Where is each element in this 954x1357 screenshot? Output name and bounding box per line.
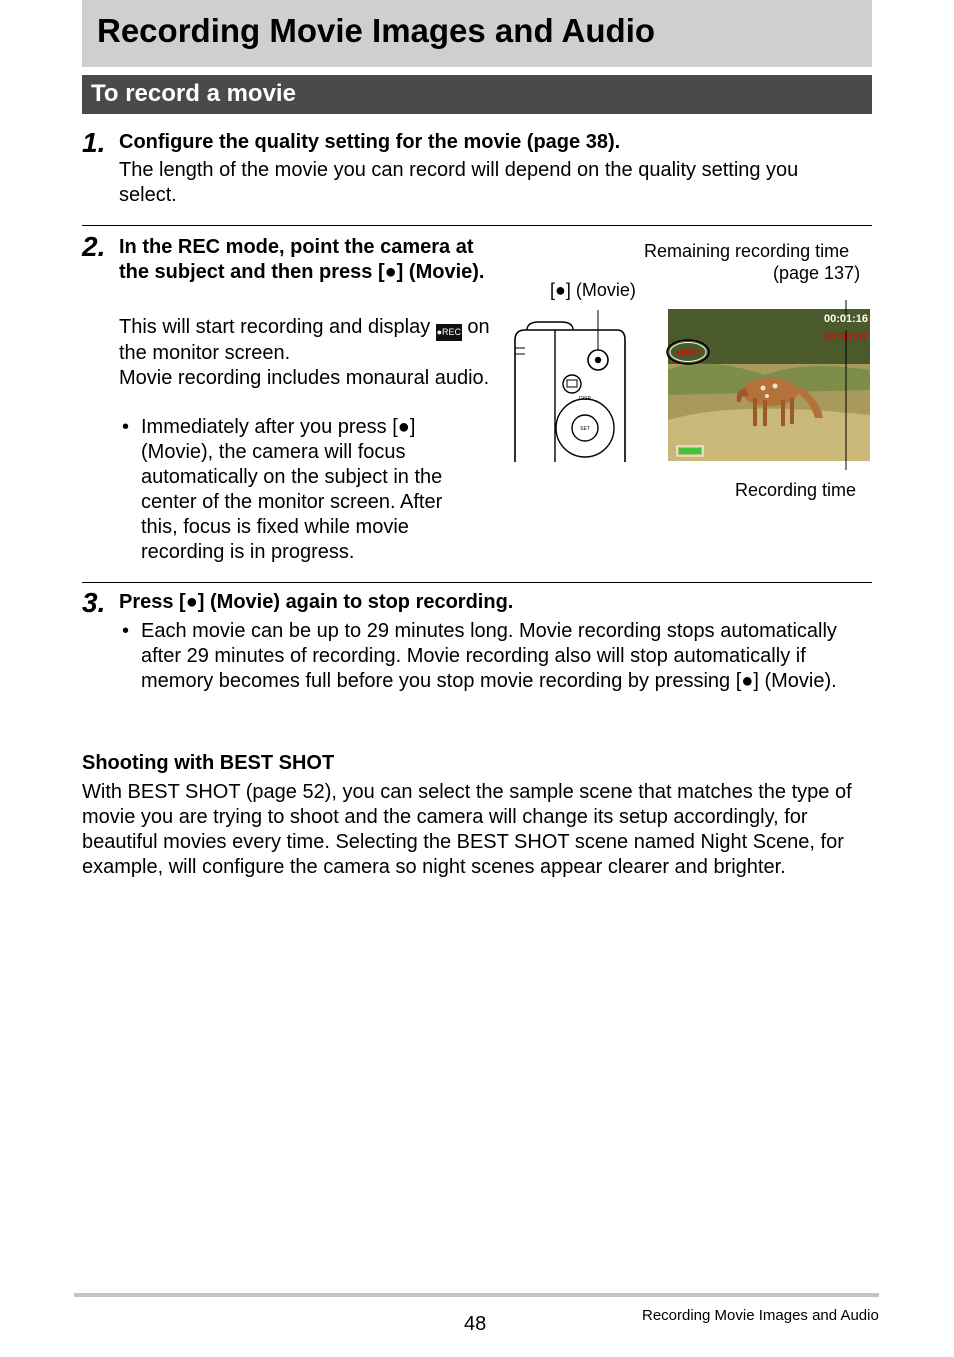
- step-2-number: 2.: [82, 231, 106, 262]
- subsection-title: Shooting with BEST SHOT: [82, 752, 335, 774]
- step-1-heading: Configure the quality setting for the movie (page 38).: [119, 131, 621, 153]
- step-3-heading: Press [●] (Movie) again to stop recording.: [119, 591, 514, 613]
- bullet-icon: •: [122, 416, 130, 438]
- step-divider: [82, 582, 872, 583]
- screen-rec-label: ●REC: [675, 348, 701, 358]
- step-2-body: [119, 315, 494, 391]
- callout-movie-button: [●] (Movie): [550, 280, 636, 300]
- page-number: 48: [464, 1313, 487, 1335]
- step-2-heading: In the REC mode, point the camera at the subject and then press [●] (Movie).: [119, 236, 485, 283]
- step-2-body-line2: Movie recording includes monaural audio.: [119, 367, 490, 389]
- callout-recording-time: Recording time: [735, 480, 857, 500]
- footer-title: Recording Movie Images and Audio: [642, 1307, 879, 1324]
- step-3-number: 3.: [82, 587, 106, 618]
- camera-set-label: SET: [580, 426, 590, 432]
- step-2-body-line1: This will start recording and display: [119, 316, 431, 338]
- rec-icon: ●REC: [436, 324, 462, 341]
- screen-remaining-time: 00:01:16: [823, 313, 868, 325]
- callout-remaining-time: Remaining recording time: [644, 241, 850, 261]
- step-2-bullet-text: Immediately after you press [●] (Movie), the camera will focus automatically on the subject in the center of the monitor screen. After this, focus is fixed while movie recording is in progress.: [141, 416, 443, 563]
- step-3-bullet-text: Each movie can be up to 29 minutes long. Movie recording stops automatically after 29 minutes of recording. Movie recording also will stop automatically if memory becomes full before you stop movie recording by pressing [●] (Movie).: [141, 620, 837, 692]
- step-divider: [82, 225, 872, 226]
- camera-diagram: [505, 300, 875, 470]
- step-1-body: The length of the movie you can record will depend on the quality setting you select.: [119, 159, 799, 206]
- camera-back-icon: [515, 322, 625, 462]
- camera-disp-label: DISP: [579, 396, 591, 402]
- monitor-screen: [667, 309, 870, 461]
- step-2-bullet: [122, 415, 481, 565]
- subsection-body: With BEST SHOT (page 52), you can select the sample scene that matches the type of movie you are trying to shoot and the camera will change its setup accordingly, for beautiful movies every time. Selecting the BEST SHOT scene named Night Scene, for example, will configure the camera so night scenes appear clearer and brighter.: [82, 781, 852, 878]
- step-3-bullet: [122, 619, 871, 694]
- chapter-title: Recording Movie Images and Audio: [97, 12, 656, 49]
- footer-divider: [74, 1293, 879, 1297]
- step-2-body-line1-end: on the monitor screen.: [119, 316, 490, 364]
- bullet-icon: •: [122, 620, 130, 642]
- callout-remaining-page: (page 137): [773, 263, 861, 283]
- step-1-number: 1.: [82, 127, 106, 158]
- section-title: To record a movie: [91, 80, 296, 107]
- screen-elapsed-time: 00:00:07: [823, 331, 868, 343]
